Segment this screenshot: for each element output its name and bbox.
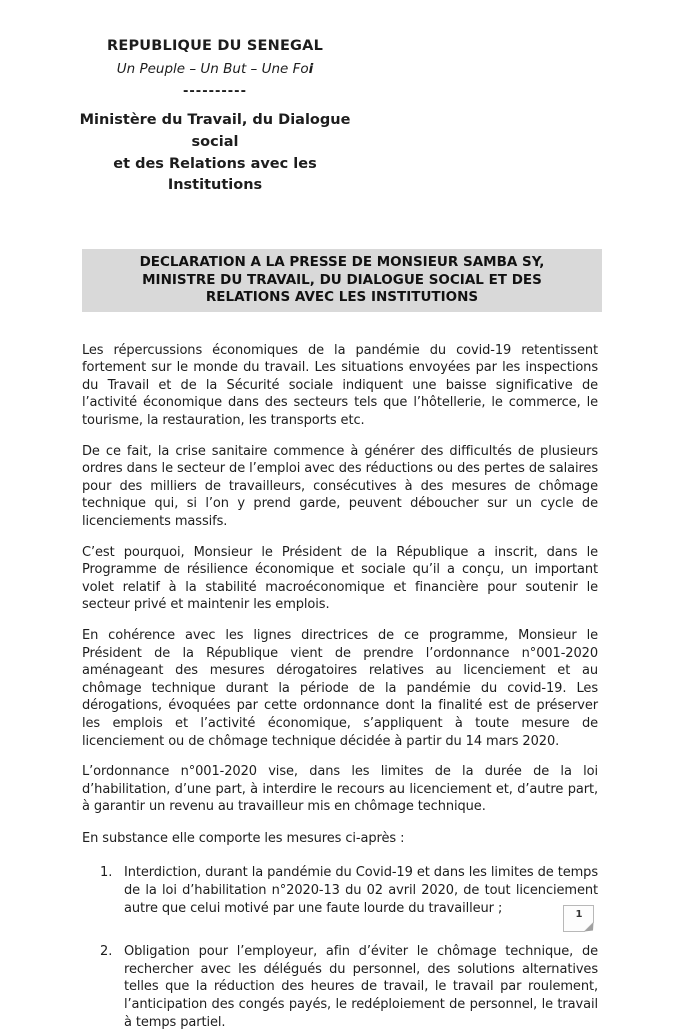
list-item-obligation [100,943,598,1031]
measures-list [82,864,598,1031]
page-number-badge [563,905,595,933]
paragraph-economic-impact: Les répercussions économiques de la pandémie du covid-19 retentissent fortement sur le monde du travail. Les situations envoyées par les inspections du Travail et de la Sécurité sociale indiquent une baisse significative de l’activité économique dans des secteurs tels que l’hôtellerie, le commerce, le tourisme, la restauration, les transports etc. [82,342,598,429]
motto-text: Un Peuple – Un But – Une Fo [116,61,309,77]
list-item-text: Obligation pour l’employeur, afin d’éviter le chômage technique, de rechercher avec les délégués du personnel, des solutions alternatives telles que la réduction des heures de travail, le travail par roulement, l’anticipation des congés payés, le redéploiement de personnel, le travail à temps partiel. [124,944,598,1030]
measures-intro: En substance elle comporte les mesures ci-après : [82,830,405,846]
separator-dashes: ---------- [183,84,247,99]
list-item-number: 2. [100,944,113,960]
paragraph-ordonnance: En cohérence avec les lignes directrices de ce programme, Monsieur le Président de la République vient de prendre l’ordonnance n°001-2020 aménageant des mesures dérogatoires relatives au licenciement et au chômage technique durant la période de la pandémie du covid-19. Les dérogations, évoquées par cette ordonnance dont la finalité est de préserver les emplois et l’activité économique, s’appliquent à toute mesure de licenciement ou de chômage technique décidée à partir du 14 mars 2020. [82,627,598,749]
paragraph-ordonnance-goal: L’ordonnance n°001-2020 vise, dans les limites de la durée de la loi d’habilitation, d’une part, à interdire le recours au licenciement et, d’autre part, à garantir un revenu au travailleur mis en chômage technique. [82,764,598,815]
motto-suffix: i [308,61,314,77]
letterhead [72,38,358,197]
paragraph-sanitary-crisis: De ce fait, la crise sanitaire commence à générer des difficultés de plusieurs ordres dans le secteur de l’emploi avec des réductions ou des pertes de salaires pour des milliers de travailleurs, consécutives à des mesures de chômage technique qui, si l’on y prend garde, peuvent déboucher sur un cycle de licenciements massifs. [82,443,598,529]
country-name: REPUBLIQUE DU SENEGAL [106,38,324,54]
national-motto [72,61,358,77]
list-item-interdiction [100,864,598,917]
press-release-title: DECLARATION A LA PRESSE DE MONSIEUR SAMBA SY, MINISTRE DU TRAVAIL, DU DIALOGUE SOCIAL ET DES RELATIONS AVEC LES INSTITUTIONS [82,249,602,312]
page-number: 1 [575,909,583,920]
ministry-name-line1: Ministère du Travail, du Dialogue social [79,112,351,150]
ministry-name-line2: et des Relations avec les Institutions [113,155,317,194]
list-item-text: Interdiction, durant la pandémie du Covid-19 et dans les limites de temps de la loi d’habilitation n°2020-13 du 02 avril 2020, de tout licenciement autre que celui motivé par une faute lourde du travailleur ; [124,865,598,916]
list-item-number: 1. [100,865,113,881]
paragraph-resilience-program: C’est pourquoi, Monsieur le Président de la République a inscrit, dans le Programme de résilience économique et sociale qu’il a conçu, un important volet relatif à la stabilité macroéconomique et financière pour soutenir le secteur privé et maintenir les emplois. [82,544,598,613]
